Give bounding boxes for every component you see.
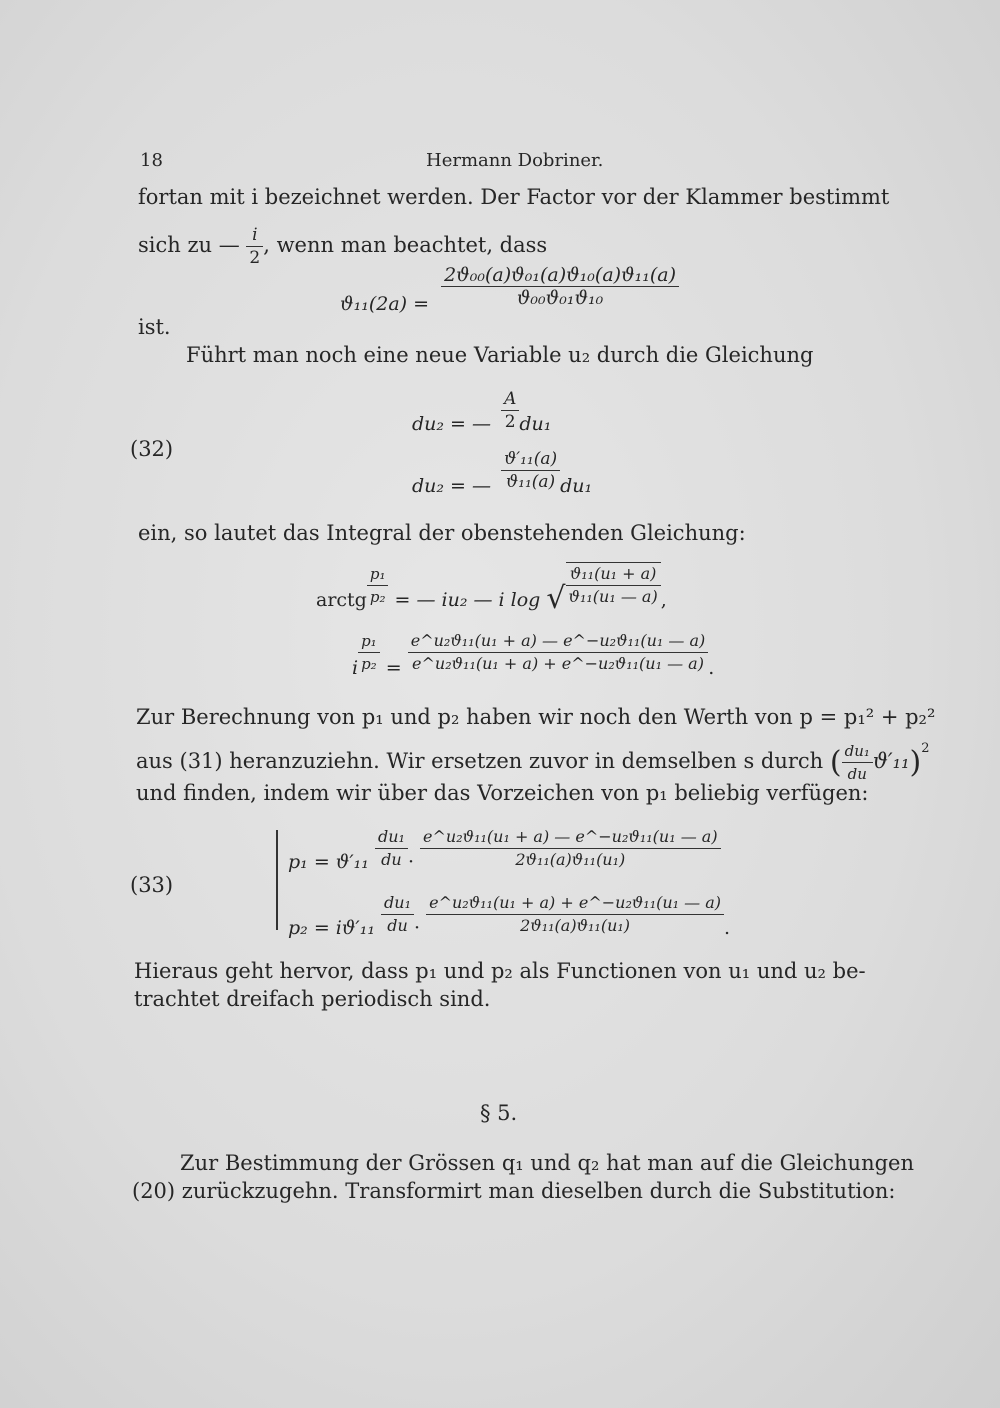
text-line-5: Zur Berechnung von p₁ und p₂ haben wir noch den Werth von p = p₁² + p₂² bbox=[136, 705, 936, 729]
equation-number-32: (32) bbox=[130, 437, 174, 461]
equation-number-33: (33) bbox=[130, 873, 174, 897]
page-number: 18 bbox=[140, 150, 163, 171]
text-line-8: Hieraus geht hervor, dass p₁ und p₂ als Functionen von u₁ und u₂ be- bbox=[134, 959, 866, 983]
equation-ratio: i $\frac{\text{p₁}}{\text{p₂}}$ = $\frac{\text{e\textasciicircum{}u₂ϑ₁₁(u₁ + a) — e\textasciicircum{}−u₂ϑ₁₁(u₁ — a)}}{\text{e\textasciicircum{}u₂ϑ₁₁(u₁ + a) + e\textasciicircum{}−u₂ϑ₁₁(u₁ — a)}}$ . bbox=[352, 631, 715, 679]
text-line-3: Führt man noch eine neue Variable u₂ durch die Gleichung bbox=[186, 343, 814, 367]
equation-brace bbox=[276, 830, 284, 930]
text-line-9: trachtet dreifach periodisch sind. bbox=[134, 987, 491, 1011]
equation-arctg: arctg $\frac{\text{p₁}}{\text{p₂}}$ = — iu₂ — i log √ $\frac{\text{ϑ₁₁(u₁ + a)}}{\text{ϑ₁₁(u₁ — a)}}$ , bbox=[316, 564, 667, 616]
running-head: Hermann Dobriner. bbox=[426, 150, 604, 171]
section-heading: § 5. bbox=[480, 1101, 518, 1125]
equation-33-p2: p₂ = iϑ′₁₁ $\frac{\text{du₁}}{du}$ · $\frac{\text{e\textasciicircum{}u₂ϑ₁₁(u₁ + a) + e\textasciicircum{}−u₂ϑ₁₁(u₁ — a)}}{\text{2ϑ₁₁(a)ϑ₁₁(u₁)}}$ . bbox=[288, 893, 731, 939]
text-line-10: Zur Bestimmung der Grössen q₁ und q₂ hat man auf die Gleichungen bbox=[180, 1151, 914, 1175]
equation-33-p1: p₁ = ϑ′₁₁ $\frac{\text{du₁}}{du}$ · $\frac{\text{e\textasciicircum{}u₂ϑ₁₁(u₁ + a) — e\textasciicircum{}−u₂ϑ₁₁(u₁ — a)}}{\text{2ϑ₁₁(a)ϑ₁₁(u₁)}}$ bbox=[288, 826, 721, 871]
text-line-2: sich zu — $\frac{i}{2}$ , wenn man beachtet, dass bbox=[138, 225, 548, 268]
text-line-1: fortan mit i bezeichnet werden. Der Factor vor der Klammer bestimmt bbox=[138, 185, 890, 209]
text-line-6: aus (31) heranzuziehn. Wir ersetzen zuvor in demselben s durch ( $\frac{\text{du₁}}{du}$ ϑ′₁₁)$^2$ bbox=[136, 741, 930, 783]
text-line-7: und finden, indem wir über das Vorzeichen von p₁ beliebig verfügen: bbox=[136, 781, 869, 805]
equation-32-a: du₂ = — $\frac{A}{2}$ du₁ bbox=[412, 389, 552, 435]
text-ist: ist. bbox=[138, 315, 171, 339]
text-line-4: ein, so lautet das Integral der obenstehenden Gleichung: bbox=[138, 521, 746, 545]
equation-theta: ϑ₁₁(2a) = $\frac{\text{2ϑ₀₀(a)ϑ₀₁(a)ϑ₁₀(a)ϑ₁₁(a)}}{\text{ϑ₀₀ϑ₀₁ϑ₁₀}}$ bbox=[340, 264, 679, 309]
text-line-11: (20) zurückzugehn. Transformirt man dieselben durch die Substitution: bbox=[132, 1179, 896, 1203]
equation-32-b: du₂ = — $\frac{\text{ϑ′₁₁(a)}}{\text{ϑ₁₁(a)}}$ du₁ bbox=[412, 449, 593, 497]
